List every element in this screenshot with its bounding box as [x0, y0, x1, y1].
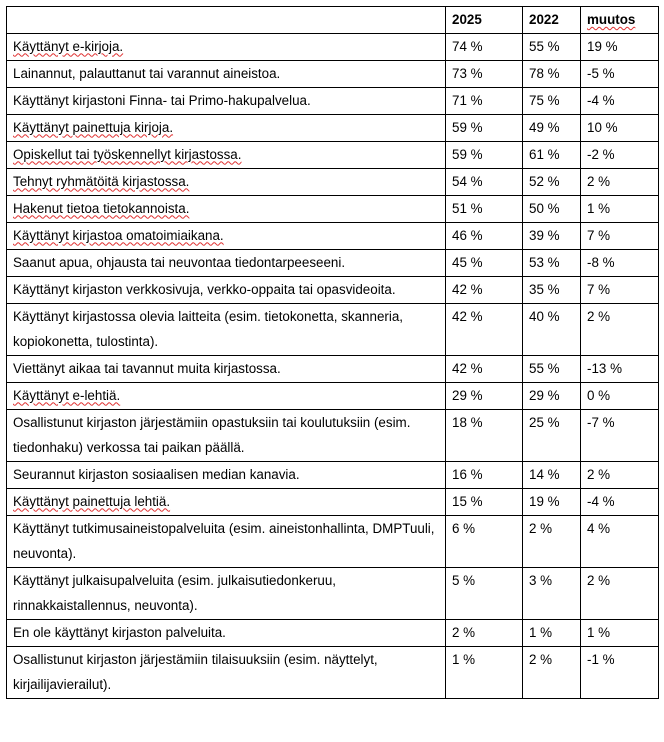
table-row — [7, 114, 659, 141]
row-label: Seurannut kirjaston sosiaalisen median kanavia. — [7, 461, 446, 488]
header-label-column — [7, 7, 446, 34]
value-change: 19 % — [581, 33, 659, 60]
value-2025: 16 % — [446, 461, 523, 488]
value-2022: 35 % — [523, 276, 581, 303]
header-change — [581, 7, 659, 34]
row-label: Käyttänyt tutkimusaineistopalveluita (esim. aineistonhallinta, DMPTuuli, neuvonta). — [7, 515, 446, 567]
value-2022: 3 % — [523, 567, 581, 619]
row-label: Lainannut, palauttanut tai varannut aineistoa. — [7, 60, 446, 87]
value-2022: 55 % — [523, 33, 581, 60]
row-label: Saanut apua, ohjausta tai neuvontaa tiedontarpeeseeni. — [7, 249, 446, 276]
value-2025: 15 % — [446, 488, 523, 515]
value-change: 2 % — [581, 461, 659, 488]
table-row — [7, 409, 659, 461]
row-label: Viettänyt aikaa tai tavannut muita kirjastossa. — [7, 355, 446, 382]
table-row — [7, 222, 659, 249]
row-label — [7, 222, 446, 249]
value-change: -7 % — [581, 409, 659, 461]
value-2022: 50 % — [523, 195, 581, 222]
row-label-text: Käyttänyt painettuja kirjoja. — [13, 119, 174, 135]
row-label-text: Käyttänyt e-kirjoja. — [13, 38, 124, 54]
value-change: 4 % — [581, 515, 659, 567]
row-label-text: Hakenut tietoa tietokannoista. — [13, 200, 190, 216]
value-change: 2 % — [581, 567, 659, 619]
value-2022: 39 % — [523, 222, 581, 249]
value-change: 0 % — [581, 382, 659, 409]
table-row — [7, 87, 659, 114]
row-label-text: Käyttänyt kirjastoa omatoimiaikana. — [13, 227, 224, 243]
value-2025: 6 % — [446, 515, 523, 567]
value-2025: 5 % — [446, 567, 523, 619]
table-row — [7, 33, 659, 60]
table-row — [7, 168, 659, 195]
value-change: -13 % — [581, 355, 659, 382]
value-2022: 1 % — [523, 619, 581, 646]
value-2025: 18 % — [446, 409, 523, 461]
table-row — [7, 141, 659, 168]
value-change: 7 % — [581, 222, 659, 249]
row-label: Käyttänyt kirjaston verkkosivuja, verkko-oppaita tai opasvideoita. — [7, 276, 446, 303]
value-2025: 46 % — [446, 222, 523, 249]
row-label — [7, 488, 446, 515]
row-label-text: Tehnyt ryhmätöitä kirjastossa. — [13, 173, 190, 189]
row-label: En ole käyttänyt kirjaston palveluita. — [7, 619, 446, 646]
value-2022: 49 % — [523, 114, 581, 141]
value-2022: 19 % — [523, 488, 581, 515]
value-change: 2 % — [581, 303, 659, 355]
table-row — [7, 195, 659, 222]
row-label: Käyttänyt julkaisupalveluita (esim. julkaisutiedonkeruu, rinnakkaistallennus, neuvonta). — [7, 567, 446, 619]
value-2022: 2 % — [523, 646, 581, 698]
row-label — [7, 168, 446, 195]
table-row — [7, 382, 659, 409]
value-change: -5 % — [581, 60, 659, 87]
value-2022: 40 % — [523, 303, 581, 355]
row-label-text: Opiskellut tai työskennellyt kirjastossa. — [13, 146, 242, 162]
value-2022: 25 % — [523, 409, 581, 461]
value-2022: 53 % — [523, 249, 581, 276]
value-2022: 55 % — [523, 355, 581, 382]
table-row — [7, 276, 659, 303]
value-2022: 52 % — [523, 168, 581, 195]
value-change: -2 % — [581, 141, 659, 168]
value-2025: 54 % — [446, 168, 523, 195]
table-row — [7, 646, 659, 698]
value-change: -8 % — [581, 249, 659, 276]
value-change: 10 % — [581, 114, 659, 141]
value-2025: 71 % — [446, 87, 523, 114]
library-usage-table — [6, 6, 659, 699]
value-2022: 61 % — [523, 141, 581, 168]
value-2022: 29 % — [523, 382, 581, 409]
table-row — [7, 355, 659, 382]
value-change: 1 % — [581, 195, 659, 222]
value-change: 1 % — [581, 619, 659, 646]
header-2025: 2025 — [446, 7, 523, 34]
row-label — [7, 141, 446, 168]
table-row — [7, 619, 659, 646]
value-change: -4 % — [581, 488, 659, 515]
table-row — [7, 249, 659, 276]
value-2025: 59 % — [446, 141, 523, 168]
value-2025: 42 % — [446, 355, 523, 382]
value-2025: 29 % — [446, 382, 523, 409]
table-row — [7, 488, 659, 515]
row-label: Käyttänyt kirjastossa olevia laitteita (esim. tietokonetta, skanneria, kopiokonetta, tulostinta). — [7, 303, 446, 355]
value-change: 7 % — [581, 276, 659, 303]
row-label — [7, 114, 446, 141]
row-label: Osallistunut kirjaston järjestämiin tilaisuuksiin (esim. näyttelyt, kirjailijavierailut). — [7, 646, 446, 698]
table-row — [7, 60, 659, 87]
value-2025: 59 % — [446, 114, 523, 141]
row-label: Käyttänyt kirjastoni Finna- tai Primo-hakupalvelua. — [7, 87, 446, 114]
row-label: Osallistunut kirjaston järjestämiin opastuksiin tai koulutuksiin (esim. tiedonhaku) verkossa tai paikan päällä. — [7, 409, 446, 461]
row-label-text: Käyttänyt painettuja lehtiä. — [13, 493, 171, 509]
row-label — [7, 195, 446, 222]
table-row — [7, 461, 659, 488]
table-row — [7, 515, 659, 567]
row-label-text: Käyttänyt e-lehtiä. — [13, 387, 121, 403]
value-2025: 1 % — [446, 646, 523, 698]
table-row — [7, 567, 659, 619]
value-change: -1 % — [581, 646, 659, 698]
value-2025: 51 % — [446, 195, 523, 222]
value-2022: 2 % — [523, 515, 581, 567]
value-2025: 42 % — [446, 303, 523, 355]
header-2022: 2022 — [523, 7, 581, 34]
value-2025: 45 % — [446, 249, 523, 276]
value-change: 2 % — [581, 168, 659, 195]
value-2025: 74 % — [446, 33, 523, 60]
value-2025: 73 % — [446, 60, 523, 87]
table-row — [7, 303, 659, 355]
header-change-text: muutos — [587, 12, 636, 27]
value-2022: 75 % — [523, 87, 581, 114]
row-label — [7, 382, 446, 409]
value-2022: 78 % — [523, 60, 581, 87]
value-2025: 42 % — [446, 276, 523, 303]
value-2025: 2 % — [446, 619, 523, 646]
table-header-row — [7, 7, 659, 34]
value-2022: 14 % — [523, 461, 581, 488]
value-change: -4 % — [581, 87, 659, 114]
row-label — [7, 33, 446, 60]
